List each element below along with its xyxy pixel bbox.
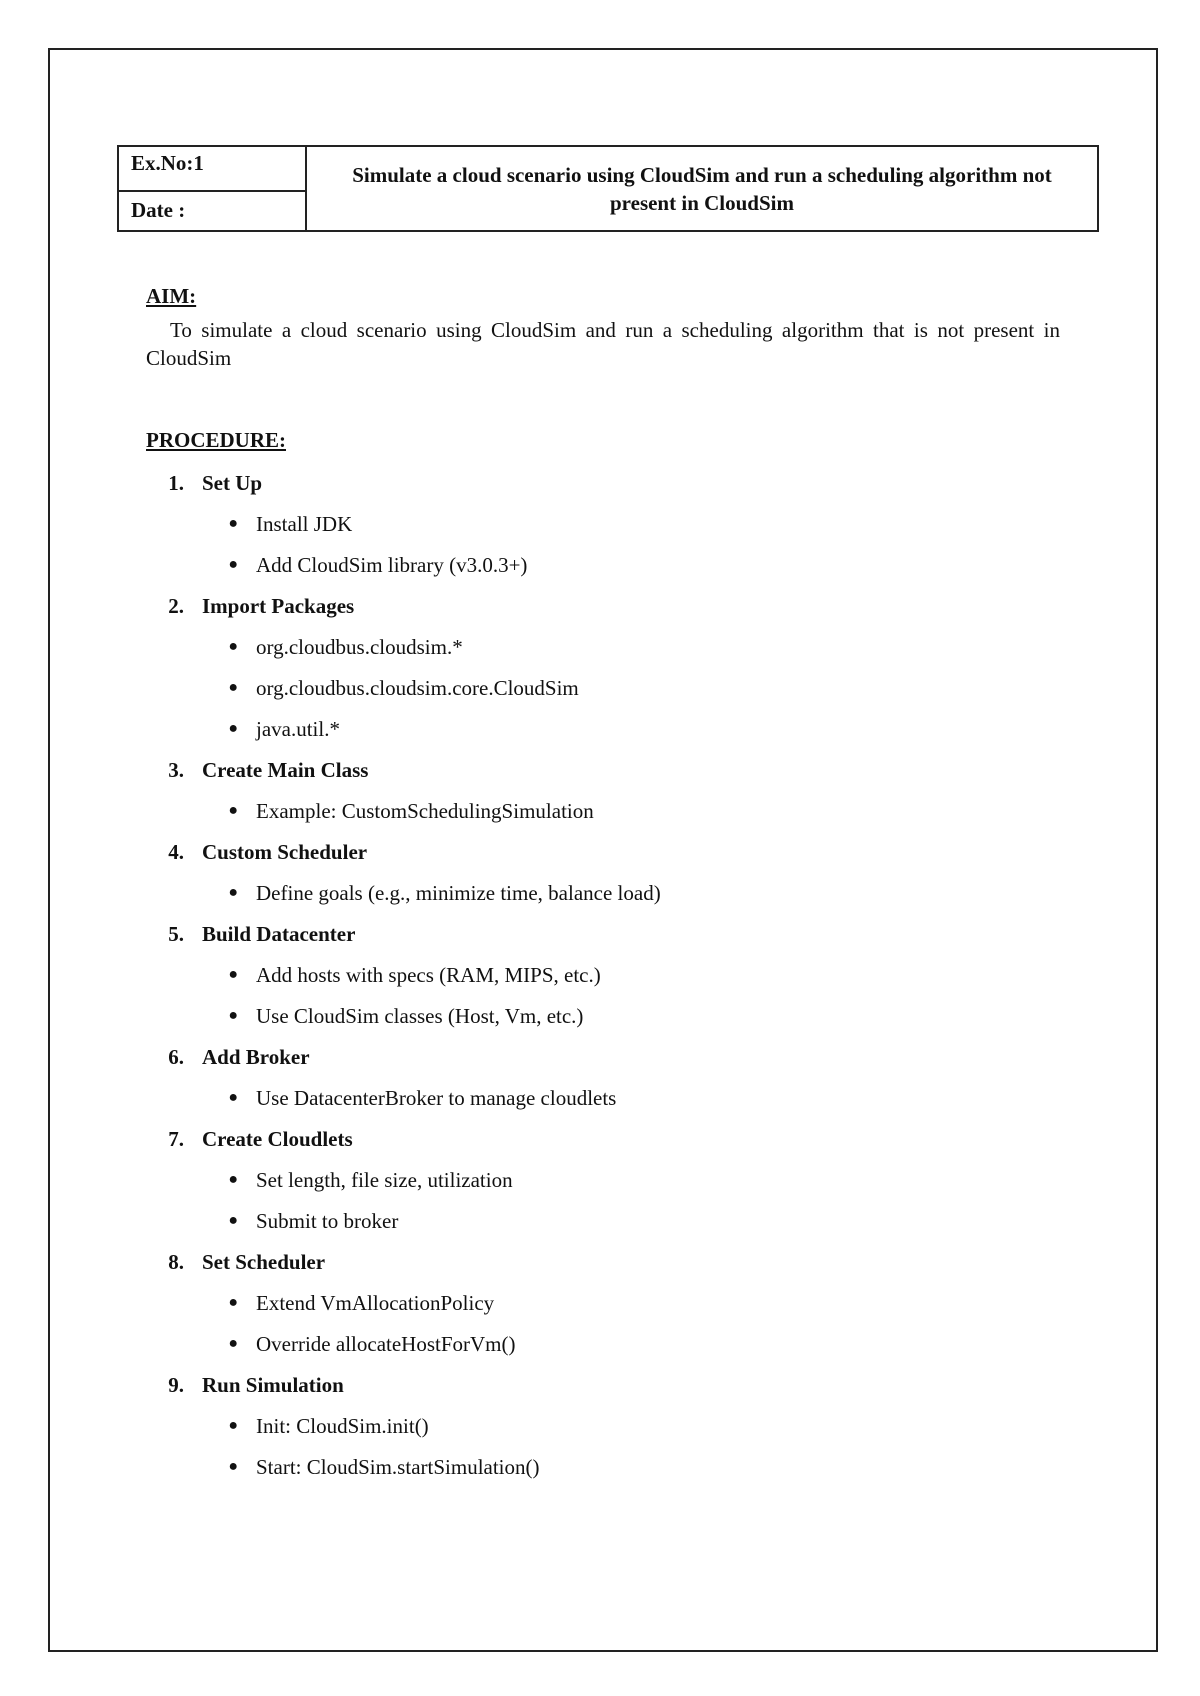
aim-text: To simulate a cloud scenario using CloudSim and run a scheduling algorithm that is not present in CloudSim bbox=[146, 318, 1060, 370]
ex-no-cell: Ex.No:1 bbox=[119, 147, 305, 192]
bullet-item bbox=[146, 1077, 1066, 1118]
step-number: 8. bbox=[168, 1249, 184, 1274]
bullet-dot-icon: ● bbox=[228, 514, 238, 532]
step-number: 1. bbox=[168, 470, 184, 495]
step-number: 5. bbox=[168, 921, 184, 946]
procedure-steps bbox=[146, 462, 1066, 1487]
procedure-step bbox=[146, 462, 1066, 585]
experiment-title: Simulate a cloud scenario using CloudSim and run a scheduling algorithm not present in CloudSim bbox=[352, 162, 1052, 215]
bullet-item bbox=[146, 954, 1066, 995]
bullet-text: Override allocateHostForVm() bbox=[256, 1331, 516, 1356]
step-title-row bbox=[146, 831, 1066, 872]
step-title-row bbox=[146, 1036, 1066, 1077]
procedure-step bbox=[146, 1364, 1066, 1487]
bullet-text: Extend VmAllocationPolicy bbox=[256, 1290, 495, 1315]
bullet-text: org.cloudbus.cloudsim.core.CloudSim bbox=[256, 675, 579, 700]
bullet-item bbox=[146, 708, 1066, 749]
bullet-text: Example: CustomSchedulingSimulation bbox=[256, 798, 594, 823]
bullet-text: Define goals (e.g., minimize time, balance load) bbox=[256, 880, 661, 905]
bullet-item bbox=[146, 1200, 1066, 1241]
step-title: Run Simulation bbox=[202, 1372, 344, 1397]
procedure-step bbox=[146, 1241, 1066, 1364]
bullet-item bbox=[146, 1446, 1066, 1487]
procedure-step bbox=[146, 585, 1066, 749]
bullet-text: org.cloudbus.cloudsim.* bbox=[256, 634, 463, 659]
bullet-item bbox=[146, 790, 1066, 831]
bullet-dot-icon: ● bbox=[228, 719, 238, 737]
step-title-row bbox=[146, 462, 1066, 503]
bullet-item bbox=[146, 503, 1066, 544]
bullet-dot-icon: ● bbox=[228, 1457, 238, 1475]
step-number: 9. bbox=[168, 1372, 184, 1397]
bullet-text: Add CloudSim library (v3.0.3+) bbox=[256, 552, 528, 577]
bullet-dot-icon: ● bbox=[228, 678, 238, 696]
header-left-column bbox=[119, 147, 307, 230]
bullet-dot-icon: ● bbox=[228, 1170, 238, 1188]
step-bullets bbox=[146, 1405, 1066, 1487]
bullet-item bbox=[146, 1405, 1066, 1446]
step-title: Add Broker bbox=[202, 1044, 310, 1069]
procedure-heading: PROCEDURE: bbox=[146, 428, 286, 452]
step-title-row bbox=[146, 1118, 1066, 1159]
step-bullets bbox=[146, 954, 1066, 1036]
step-title-row bbox=[146, 1364, 1066, 1405]
step-title: Import Packages bbox=[202, 593, 355, 618]
step-bullets bbox=[146, 790, 1066, 831]
bullet-text: Use CloudSim classes (Host, Vm, etc.) bbox=[256, 1003, 584, 1028]
bullet-item bbox=[146, 544, 1066, 585]
bullet-item bbox=[146, 872, 1066, 913]
step-number: 4. bbox=[168, 839, 184, 864]
aim-heading: AIM: bbox=[146, 284, 197, 308]
step-number: 6. bbox=[168, 1044, 184, 1069]
bullet-dot-icon: ● bbox=[228, 637, 238, 655]
bullet-dot-icon: ● bbox=[228, 1088, 238, 1106]
step-title-row bbox=[146, 913, 1066, 954]
step-title-row bbox=[146, 749, 1066, 790]
bullet-item bbox=[146, 1282, 1066, 1323]
procedure-step bbox=[146, 1036, 1066, 1118]
step-title-row bbox=[146, 585, 1066, 626]
date-cell: Date : bbox=[131, 198, 186, 223]
bullet-text: Start: CloudSim.startSimulation() bbox=[256, 1454, 540, 1479]
bullet-text: Set length, file size, utilization bbox=[256, 1167, 513, 1192]
step-bullets bbox=[146, 1077, 1066, 1118]
bullet-text: Install JDK bbox=[256, 511, 353, 536]
step-title: Set Up bbox=[202, 470, 263, 495]
bullet-dot-icon: ● bbox=[228, 801, 238, 819]
step-title: Set Scheduler bbox=[202, 1249, 326, 1274]
step-bullets bbox=[146, 872, 1066, 913]
step-bullets bbox=[146, 503, 1066, 585]
bullet-item bbox=[146, 667, 1066, 708]
procedure-step bbox=[146, 913, 1066, 1036]
step-title: Create Cloudlets bbox=[202, 1126, 353, 1151]
step-title: Create Main Class bbox=[202, 757, 369, 782]
header-table bbox=[117, 145, 1099, 232]
bullet-item bbox=[146, 1159, 1066, 1200]
bullet-item bbox=[146, 626, 1066, 667]
bullet-dot-icon: ● bbox=[228, 1211, 238, 1229]
bullet-dot-icon: ● bbox=[228, 965, 238, 983]
procedure-step bbox=[146, 1118, 1066, 1241]
step-number: 7. bbox=[168, 1126, 184, 1151]
bullet-text: Submit to broker bbox=[256, 1208, 399, 1233]
bullet-dot-icon: ● bbox=[228, 555, 238, 573]
bullet-dot-icon: ● bbox=[228, 1006, 238, 1024]
step-number: 2. bbox=[168, 593, 184, 618]
procedure-step bbox=[146, 831, 1066, 913]
step-title: Custom Scheduler bbox=[202, 839, 368, 864]
bullet-dot-icon: ● bbox=[228, 1416, 238, 1434]
bullet-item bbox=[146, 1323, 1066, 1364]
step-title-row bbox=[146, 1241, 1066, 1282]
step-bullets bbox=[146, 1282, 1066, 1364]
bullet-item bbox=[146, 995, 1066, 1036]
bullet-text: Init: CloudSim.init() bbox=[256, 1413, 429, 1438]
step-bullets bbox=[146, 626, 1066, 749]
step-title: Build Datacenter bbox=[202, 921, 356, 946]
step-bullets bbox=[146, 1159, 1066, 1241]
bullet-dot-icon: ● bbox=[228, 1334, 238, 1352]
bullet-dot-icon: ● bbox=[228, 883, 238, 901]
step-number: 3. bbox=[168, 757, 184, 782]
bullet-text: Add hosts with specs (RAM, MIPS, etc.) bbox=[256, 962, 601, 987]
bullet-text: Use DatacenterBroker to manage cloudlets bbox=[256, 1085, 617, 1110]
bullet-dot-icon: ● bbox=[228, 1293, 238, 1311]
document-content bbox=[146, 282, 1066, 1487]
procedure-step bbox=[146, 749, 1066, 831]
bullet-text: java.util.* bbox=[256, 716, 340, 741]
